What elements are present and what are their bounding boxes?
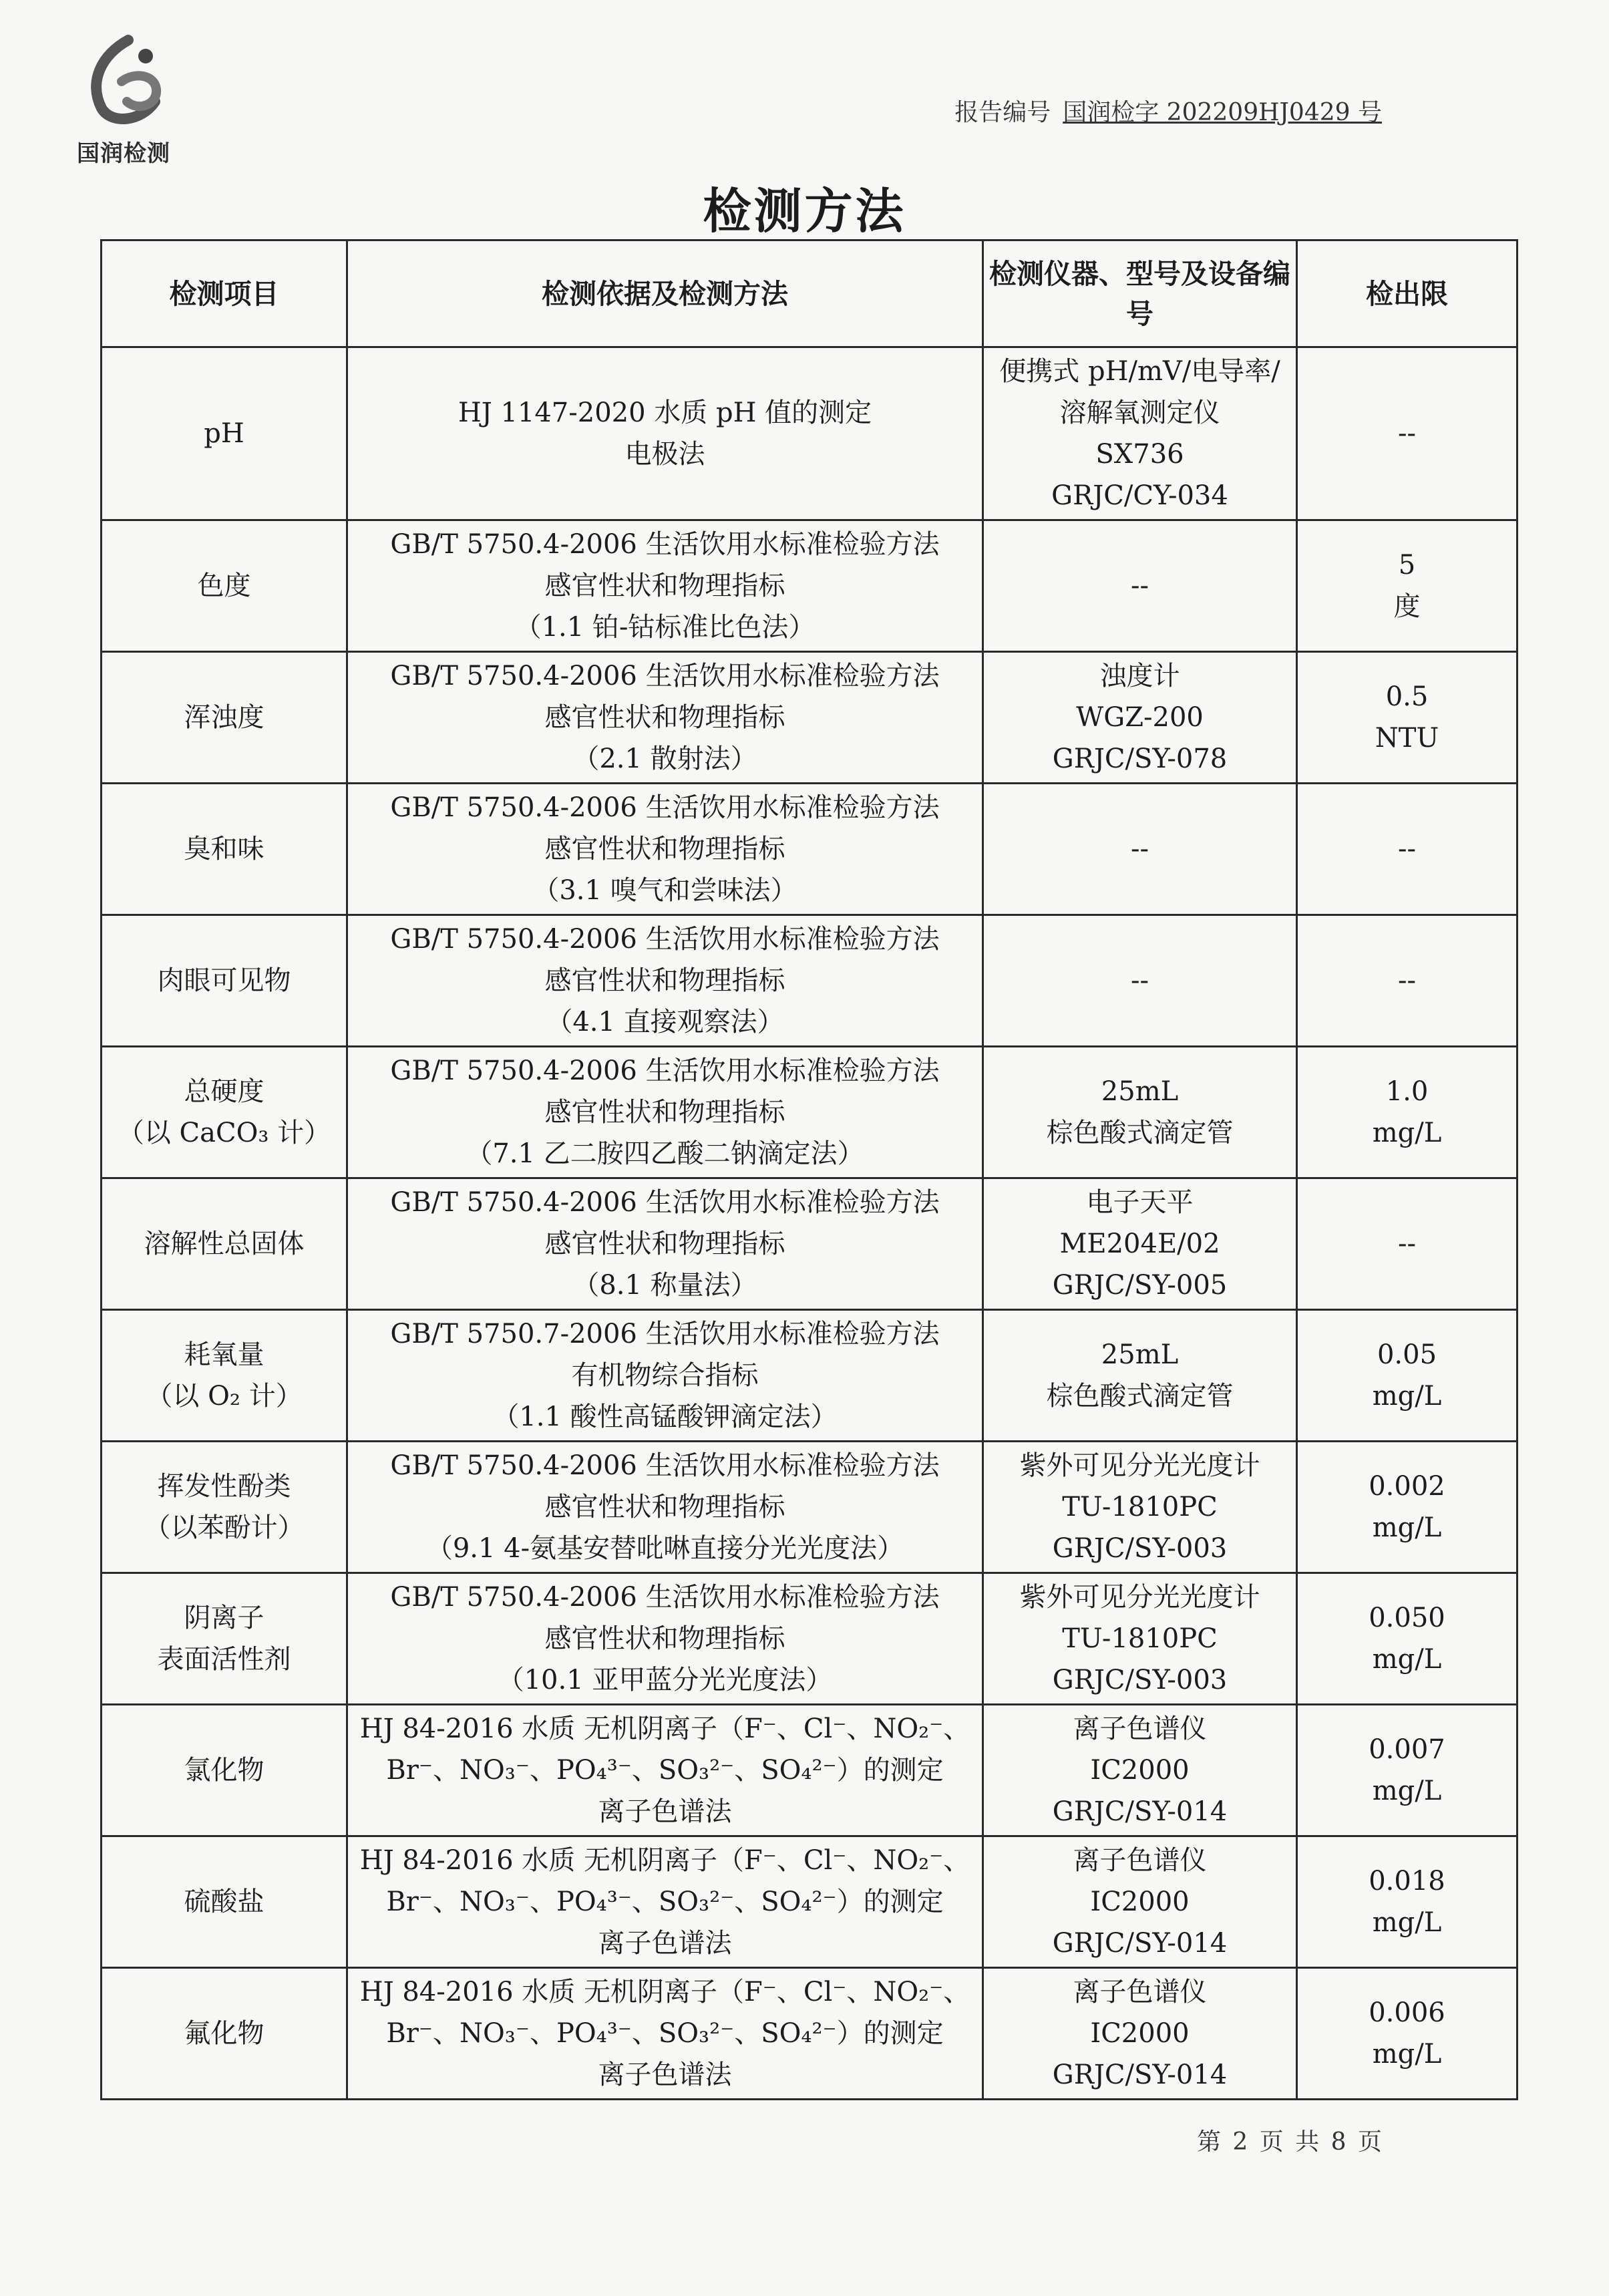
cell-item: 硫酸盐 xyxy=(102,1836,347,1968)
cell-instrument: -- xyxy=(983,520,1297,652)
table-row xyxy=(102,1836,1517,1968)
cell-method: HJ 1147-2020 水质 pH 值的测定 电极法 xyxy=(347,347,983,520)
cell-method: GB/T 5750.4-2006 生活饮用水标准检验方法 感官性状和物理指标 （4.1 直接观察法） xyxy=(347,915,983,1047)
cell-item: 肉眼可见物 xyxy=(102,915,347,1047)
table-row xyxy=(102,1047,1517,1178)
cell-item: 色度 xyxy=(102,520,347,652)
table-row xyxy=(102,915,1517,1047)
cell-instrument: 离子色谱仪 IC2000 GRJC/SY-014 xyxy=(983,1836,1297,1968)
cell-instrument: 离子色谱仪 IC2000 GRJC/SY-014 xyxy=(983,1968,1297,2100)
cell-method: GB/T 5750.4-2006 生活饮用水标准检验方法 感官性状和物理指标 （10.1 亚甲蓝分光光度法） xyxy=(347,1573,983,1705)
cell-item: 耗氧量 （以 O₂ 计） xyxy=(102,1310,347,1442)
cell-instrument: 25mL 棕色酸式滴定管 xyxy=(983,1310,1297,1442)
cell-method: GB/T 5750.7-2006 生活饮用水标准检验方法 有机物综合指标 （1.1 酸性高锰酸钾滴定法） xyxy=(347,1310,983,1442)
cell-limit: 1.0 mg/L xyxy=(1297,1047,1517,1178)
company-logo xyxy=(60,35,187,168)
methods-table xyxy=(100,239,1518,2100)
cell-limit: 0.05 mg/L xyxy=(1297,1310,1517,1442)
table-row xyxy=(102,347,1517,520)
cell-method: GB/T 5750.4-2006 生活饮用水标准检验方法 感官性状和物理指标 （9.1 4-氨基安替吡啉直接分光光度法） xyxy=(347,1442,983,1573)
table-row xyxy=(102,1573,1517,1705)
cell-limit: 5 度 xyxy=(1297,520,1517,652)
cell-limit: -- xyxy=(1297,1178,1517,1310)
cell-instrument: 紫外可见分光光度计 TU-1810PC GRJC/SY-003 xyxy=(983,1442,1297,1573)
cell-limit: 0.006 mg/L xyxy=(1297,1968,1517,2100)
report-number-label: 报告编号 xyxy=(954,99,1051,126)
cell-limit: 0.018 mg/L xyxy=(1297,1836,1517,1968)
table-row xyxy=(102,1178,1517,1310)
cell-method: HJ 84-2016 水质 无机阴离子（F⁻、Cl⁻、NO₂⁻、 Br⁻、NO₃⁻、PO₄³⁻、SO₃²⁻、SO₄²⁻）的测定 离子色谱法 xyxy=(347,1705,983,1836)
cell-instrument: 浊度计 WGZ-200 GRJC/SY-078 xyxy=(983,652,1297,784)
page-number: 第 2 页 共 8 页 xyxy=(1196,2128,1382,2156)
table-header-row xyxy=(102,240,1517,347)
cell-instrument: 便携式 pH/mV/电导率/溶解氧测定仪 SX736 GRJC/CY-034 xyxy=(983,347,1297,520)
header-method: 检测依据及检测方法 xyxy=(347,240,983,347)
header-instrument: 检测仪器、型号及设备编号 xyxy=(983,240,1297,347)
cell-method: GB/T 5750.4-2006 生活饮用水标准检验方法 感官性状和物理指标 （1.1 铂-钴标准比色法） xyxy=(347,520,983,652)
cell-limit: 0.050 mg/L xyxy=(1297,1573,1517,1705)
cell-item: 浑浊度 xyxy=(102,652,347,784)
cell-item: 氯化物 xyxy=(102,1705,347,1836)
cell-limit: 0.002 mg/L xyxy=(1297,1442,1517,1573)
page-title: 检测方法 xyxy=(703,183,906,239)
cell-method: GB/T 5750.4-2006 生活饮用水标准检验方法 感官性状和物理指标 （8.1 称量法） xyxy=(347,1178,983,1310)
cell-limit: 0.5 NTU xyxy=(1297,652,1517,784)
cell-instrument: -- xyxy=(983,915,1297,1047)
cell-method: GB/T 5750.4-2006 生活饮用水标准检验方法 感官性状和物理指标 （2.1 散射法） xyxy=(347,652,983,784)
cell-limit: -- xyxy=(1297,784,1517,915)
cell-item: 氟化物 xyxy=(102,1968,347,2100)
table-row xyxy=(102,1968,1517,2100)
cell-instrument: 25mL 棕色酸式滴定管 xyxy=(983,1047,1297,1178)
cell-item: pH xyxy=(102,347,347,520)
header-limit: 检出限 xyxy=(1297,240,1517,347)
cell-item: 溶解性总固体 xyxy=(102,1178,347,1310)
cell-method: HJ 84-2016 水质 无机阴离子（F⁻、Cl⁻、NO₂⁻、 Br⁻、NO₃⁻、PO₄³⁻、SO₃²⁻、SO₄²⁻）的测定 离子色谱法 xyxy=(347,1836,983,1968)
cell-method: HJ 84-2016 水质 无机阴离子（F⁻、Cl⁻、NO₂⁻、 Br⁻、NO₃⁻、PO₄³⁻、SO₃²⁻、SO₄²⁻）的测定 离子色谱法 xyxy=(347,1968,983,2100)
table-row xyxy=(102,1442,1517,1573)
cell-limit: -- xyxy=(1297,915,1517,1047)
header-item: 检测项目 xyxy=(102,240,347,347)
cell-instrument: -- xyxy=(983,784,1297,915)
cell-item: 总硬度 （以 CaCO₃ 计） xyxy=(102,1047,347,1178)
cell-method: GB/T 5750.4-2006 生活饮用水标准检验方法 感官性状和物理指标 （7.1 乙二胺四乙酸二钠滴定法） xyxy=(347,1047,983,1178)
table-row xyxy=(102,520,1517,652)
report-number xyxy=(954,94,1382,128)
cell-limit: 0.007 mg/L xyxy=(1297,1705,1517,1836)
logo-mark-icon xyxy=(81,35,168,128)
table-row xyxy=(102,1705,1517,1836)
cell-item: 臭和味 xyxy=(102,784,347,915)
cell-instrument: 电子天平 ME204E/02 GRJC/SY-005 xyxy=(983,1178,1297,1310)
table-row xyxy=(102,1310,1517,1442)
cell-item: 挥发性酚类 （以苯酚计） xyxy=(102,1442,347,1573)
cell-limit: -- xyxy=(1297,347,1517,520)
cell-instrument: 离子色谱仪 IC2000 GRJC/SY-014 xyxy=(983,1705,1297,1836)
cell-item: 阴离子 表面活性剂 xyxy=(102,1573,347,1705)
table-row xyxy=(102,784,1517,915)
cell-instrument: 紫外可见分光光度计 TU-1810PC GRJC/SY-003 xyxy=(983,1573,1297,1705)
table-row xyxy=(102,652,1517,784)
report-number-value: 国润检字 202209HJ0429 号 xyxy=(1063,99,1382,126)
logo-text: 国润检测 xyxy=(77,140,170,167)
cell-method: GB/T 5750.4-2006 生活饮用水标准检验方法 感官性状和物理指标 （3.1 嗅气和尝味法） xyxy=(347,784,983,915)
